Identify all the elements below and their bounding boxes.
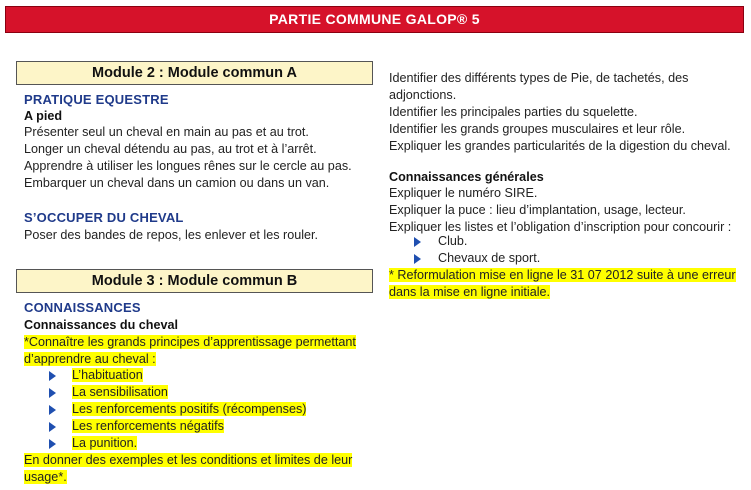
erratum-note: dans la mise en ligne initiale.: [389, 285, 551, 299]
module-2-title: Module 2 : Module commun A: [16, 61, 373, 85]
bullet-arrow-icon: [49, 371, 56, 381]
soccuper-line: Poser des bandes de repos, les enlever et les rouler.: [24, 228, 319, 242]
bullet-item: L’habituation: [72, 368, 143, 382]
bullet-arrow-icon: [414, 237, 421, 247]
bullet-arrow-icon: [49, 388, 56, 398]
highlighted-text: d’apprendre au cheval :: [24, 352, 156, 366]
bullet-arrow-icon: [49, 405, 56, 415]
page-banner: PARTIE COMMUNE GALOP® 5: [5, 6, 744, 33]
a-pied-line: Apprendre à utiliser les longues rênes sur le cercle au pas.: [24, 159, 352, 173]
bullet-item: Les renforcements négatifs: [72, 419, 224, 433]
a-pied-heading: A pied: [24, 109, 63, 123]
bullet-item: La punition.: [72, 436, 138, 450]
highlighted-text: En donner des exemples et les conditions et limites de leur: [24, 453, 353, 467]
highlighted-text: usage*.: [24, 470, 67, 484]
right-line: Identifier les principales parties du squelette.: [389, 105, 638, 119]
erratum-note: * Reformulation mise en ligne le 31 07 2012 suite à une erreur: [389, 268, 736, 282]
right-line: Identifier les grands groupes musculaires et leur rôle.: [389, 122, 686, 136]
cg-line: Expliquer le numéro SIRE.: [389, 186, 538, 200]
bullet-arrow-icon: [49, 422, 56, 432]
cg-bullet-item: Club.: [438, 234, 468, 248]
bullet-arrow-icon: [49, 439, 56, 449]
connaissances-du-cheval-heading: Connaissances du cheval: [24, 318, 178, 332]
right-line: Identifier des différents types de Pie, de tachetés, des: [389, 71, 689, 85]
a-pied-line: Embarquer un cheval dans un camion ou dans un van.: [24, 176, 330, 190]
bullet-item: Les renforcements positifs (récompenses): [72, 402, 307, 416]
right-line: adjonctions.: [389, 88, 457, 102]
right-line: Expliquer les grandes particularités de la digestion du cheval.: [389, 139, 731, 153]
a-pied-line: Présenter seul un cheval en main au pas et au trot.: [24, 125, 309, 139]
module-3-title: Module 3 : Module commun B: [16, 269, 373, 293]
soccuper-heading: S’OCCUPER DU CHEVAL: [24, 210, 184, 225]
cg-bullet-item: Chevaux de sport.: [438, 251, 541, 265]
a-pied-line: Longer un cheval détendu au pas, au trot et à l’arrêt.: [24, 142, 317, 156]
highlighted-text: *Connaître les grands principes d’apprentissage permettant: [24, 335, 356, 349]
cg-line: Expliquer les listes et l’obligation d’inscription pour concourir :: [389, 220, 732, 234]
connaissances-heading: CONNAISSANCES: [24, 300, 141, 315]
pratique-equestre-heading: PRATIQUE EQUESTRE: [24, 92, 169, 107]
cg-line: Expliquer la puce : lieu d’implantation, usage, lecteur.: [389, 203, 686, 217]
connaissances-generales-heading: Connaissances générales: [389, 170, 544, 184]
bullet-item: La sensibilisation: [72, 385, 168, 399]
bullet-arrow-icon: [414, 254, 421, 264]
